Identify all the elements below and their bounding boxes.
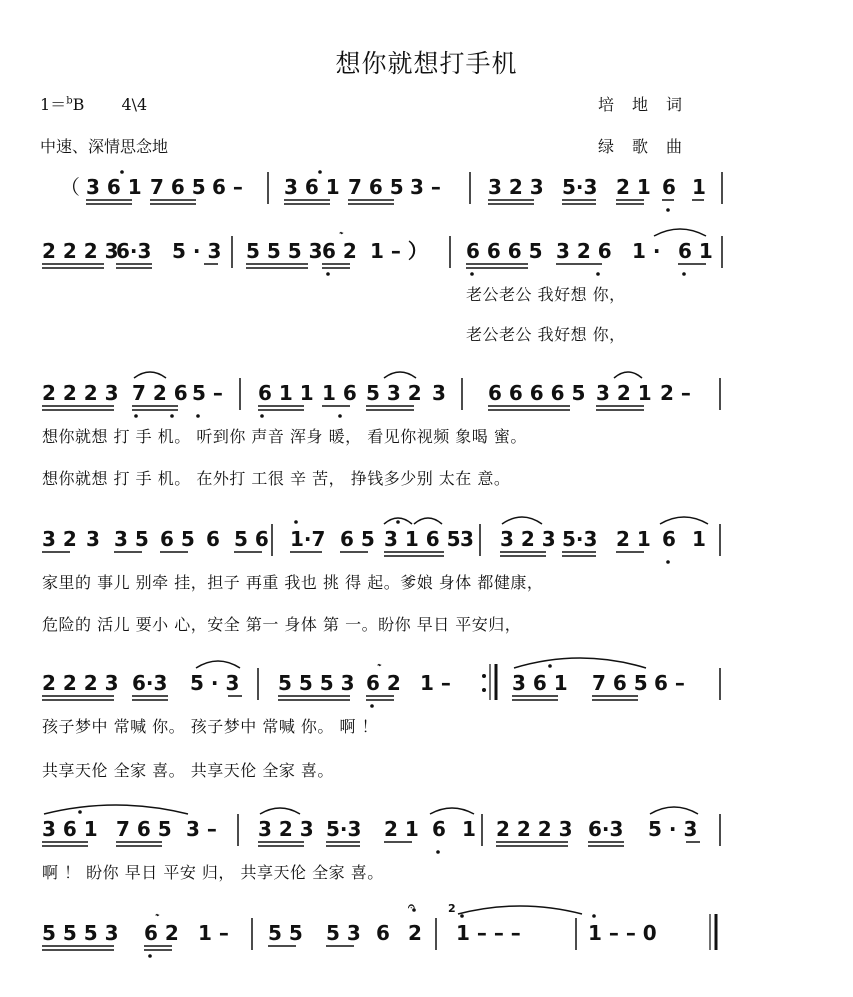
note-group: 3 2 3 xyxy=(500,527,556,551)
note: 6 – xyxy=(212,175,243,199)
system-2 xyxy=(42,239,713,263)
note-group: 7 6 5 xyxy=(150,175,206,199)
note: 6 xyxy=(662,175,676,199)
fermata-icon: 𝄐 xyxy=(408,899,415,913)
note: 1 xyxy=(692,175,706,199)
note: 6 xyxy=(432,817,446,841)
note-group: 6 2 xyxy=(144,921,179,945)
note-group: 5 · 3 xyxy=(172,239,222,263)
note-group: 3 6 1 xyxy=(512,671,568,695)
note-group: 5·3 xyxy=(562,175,598,199)
note: 1 – xyxy=(420,671,451,695)
time-change-marker: 2 xyxy=(448,902,456,915)
note-group: 5 5 5 3 xyxy=(278,671,355,695)
note-group: 6 2 xyxy=(366,671,401,695)
note-group: 3 2 3 xyxy=(258,817,314,841)
note-group: 6 5 xyxy=(160,527,195,551)
note-group: 2 1 xyxy=(616,175,651,199)
key-prefix: 1＝ xyxy=(40,95,67,114)
note-group: 2 2 2 3 xyxy=(496,817,573,841)
note: 2 – xyxy=(660,381,691,405)
note-group: 3 6 1 xyxy=(284,175,340,199)
note-group: 5 · 3 xyxy=(648,817,698,841)
note-group: 3 1 6 5 xyxy=(384,527,461,551)
note: 3 xyxy=(460,527,474,551)
note-group: 6 1 xyxy=(678,239,713,263)
note-group: 5 · 3 xyxy=(190,671,240,695)
note-group: 5 3 2 xyxy=(366,381,422,405)
note-group: 3 2 1 xyxy=(596,381,652,405)
tempo-marking: 中速、深情思念地 xyxy=(40,137,169,156)
note: 3 xyxy=(86,527,100,551)
note-group: 5 5 xyxy=(268,921,303,945)
lyric-line: 共享天伦 全家 喜。 共享天伦 全家 喜。 xyxy=(42,761,334,780)
lyric-line: 想你就想 打 手 机。 听到你 声音 浑身 暖， 看见你视频 象喝 蜜。 xyxy=(42,427,527,446)
note-group: 2 1 xyxy=(616,527,651,551)
note: 6 xyxy=(662,527,676,551)
system-4 xyxy=(42,527,706,551)
note: 1 xyxy=(692,527,706,551)
note: 1 – ） xyxy=(370,239,428,263)
note: 6 – xyxy=(654,671,685,695)
note: 6 xyxy=(206,527,220,551)
note-group: 6 5 xyxy=(340,527,375,551)
lyricist-credit: 培地词 xyxy=(598,95,701,114)
note-group: 6 2 xyxy=(322,239,357,263)
note: 5 – xyxy=(192,381,223,405)
note-group: 7 6 5 xyxy=(592,671,648,695)
note-group: 5 3 xyxy=(326,921,361,945)
note-group: 6·3 xyxy=(116,239,152,263)
flat-sign: b xyxy=(66,95,73,107)
note-group: 2 1 xyxy=(384,817,419,841)
system-1 xyxy=(60,175,706,199)
system-5 xyxy=(42,671,685,695)
system-3 xyxy=(42,381,691,405)
lyric-line: 啊 ！ 盼你 早日 平安 归， 共享天伦 全家 喜。 xyxy=(42,863,384,882)
song-title: 想你就想打手机 xyxy=(335,49,518,78)
open-paren: （ xyxy=(60,175,80,199)
note-group: 1·7 xyxy=(290,527,326,551)
note-group: 3 2 6 xyxy=(556,239,612,263)
note-group: 3 2 3 xyxy=(488,175,544,199)
note: 3 – xyxy=(410,175,441,199)
note: 1 – – – xyxy=(456,921,521,945)
system-6 xyxy=(42,817,697,841)
lyric-line: 老公老公 我好想 你， xyxy=(466,285,626,304)
note-group: 7 6 5 xyxy=(116,817,172,841)
lyric-line: 家里的 事儿 别牵 挂，担子 再重 我也 挑 得 起。爹娘 身体 都健康， xyxy=(42,573,544,592)
note: 6 xyxy=(376,921,390,945)
note-group: 6·3 xyxy=(132,671,168,695)
note-group: 6 6 6 6 5 xyxy=(488,381,586,405)
key-note: B xyxy=(72,95,85,114)
note-group: 7 6 5 xyxy=(348,175,404,199)
note-group: 2 2 2 3 xyxy=(42,671,119,695)
note-group: 6 1 1 xyxy=(258,381,314,405)
system-2-dots xyxy=(326,272,686,276)
note-group: 1 6 xyxy=(322,381,357,405)
note-group: 5·3 xyxy=(562,527,598,551)
note-group: 2 2 2 3 xyxy=(42,381,119,405)
mordent-icon: 𝆝 xyxy=(340,226,343,239)
note-group: 3 6 1 xyxy=(86,175,142,199)
note-group: 3 2 xyxy=(42,527,77,551)
note-group: 5·3 xyxy=(326,817,362,841)
note-group: 6·3 xyxy=(588,817,624,841)
mordent-icon: 𝆝 xyxy=(156,908,159,921)
note-group: 5 6 xyxy=(234,527,269,551)
note-group: 3 5 xyxy=(114,527,149,551)
system-3-dots xyxy=(134,414,342,418)
system-7 xyxy=(42,921,657,945)
note-group: 5 5 5 3 xyxy=(42,921,119,945)
note: 1 – – 0 xyxy=(588,921,657,945)
lyric-line: 孩子梦中 常喊 你。 孩子梦中 常喊 你。 啊 ！ xyxy=(42,717,379,736)
note: 1 – xyxy=(198,921,229,945)
note: 1 xyxy=(462,817,476,841)
lyric-line: 老公老公 我好想 你， xyxy=(466,325,626,344)
note: 3 xyxy=(432,381,446,405)
note-group: 5 5 5 3 xyxy=(246,239,323,263)
note-group: 7 2 6 xyxy=(132,381,188,405)
lyric-line: 危险的 活儿 要小 心，安全 第一 身体 第 一。盼你 早日 平安归， xyxy=(42,615,522,634)
note-group: 2 2 2 3 xyxy=(42,239,119,263)
mordent-icon: 𝆝 xyxy=(378,658,381,671)
time-signature: 4\4 xyxy=(121,95,148,114)
composer-credit: 绿歌曲 xyxy=(598,137,701,156)
lyric-line: 想你就想 打 手 机。 在外打 工很 辛 苦， 挣钱多少别 太在 意。 xyxy=(42,469,511,488)
note-group: 3 6 1 xyxy=(42,817,98,841)
note: 1 · xyxy=(632,239,661,263)
note: 2 xyxy=(408,921,422,945)
note-group: 6 6 6 5 xyxy=(466,239,543,263)
note: 3 – xyxy=(186,817,217,841)
